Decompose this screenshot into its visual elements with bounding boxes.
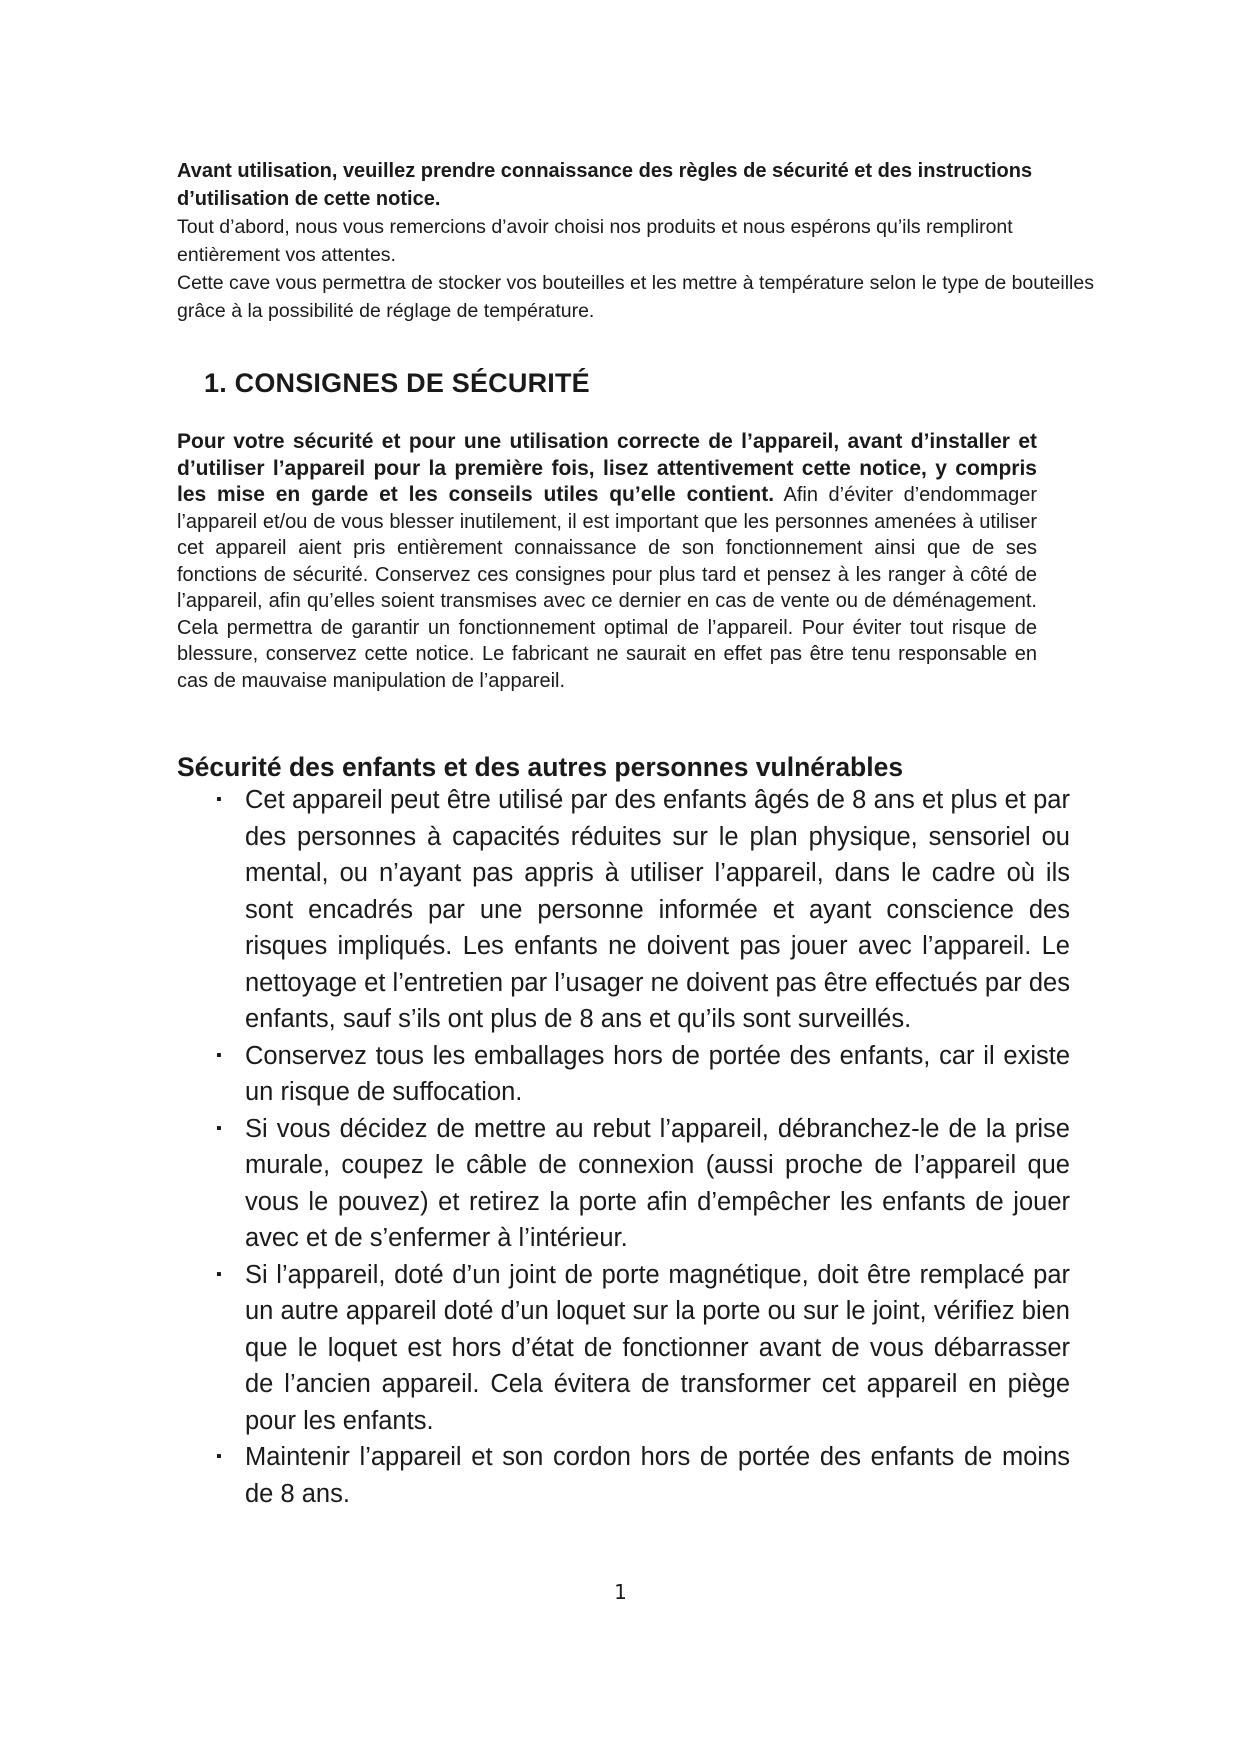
list-item-text: Conservez tous les emballages hors de portée des enfants, car il existe un risque de suffocation. — [245, 1041, 1070, 1106]
list-item — [212, 1038, 1070, 1111]
bullet-icon: ▪ — [216, 1046, 222, 1064]
section-title-consignes: 1. CONSIGNES DE SÉCURITÉ — [204, 368, 590, 398]
consignes-bold-text: Pour votre sécurité et pour une utilisation correcte de l’appareil, avant d’installer et d’utiliser l’appareil pour la première fois, lisez attentivement cette notice, y compris les mise en garde et les conseils utiles qu’elle contient. — [177, 430, 1037, 506]
bullet-icon: ▪ — [216, 1265, 222, 1283]
list-item-text: Maintenir l’appareil et son cordon hors de portée des enfants de moins de 8 ans. — [245, 1443, 1070, 1508]
list-item — [212, 782, 1070, 1038]
list-item — [212, 1257, 1070, 1440]
list-item — [212, 1439, 1070, 1512]
list-item-text: Si vous décidez de mettre au rebut l’appareil, débranchez-le de la prise murale, coupez le câble de connexion (aussi proche de l’appareil que vous le pouvez) et retirez la porte afin d’empêcher les enfants de jouer avec et de s’enfermer à l’intérieur. — [245, 1114, 1070, 1252]
consignes-body-text: Afin d’éviter d’endommager l’appareil et/ou de vous blesser inutilement, il est important que les personnes amenées à utiliser cet appareil aient pris entièrement connaissance de son fonctionnement ainsi que de ses fonctions de sécurité. Conservez ces consignes pour plus tard et pensez à les ranger à côté de l’appareil, afin qu’elles soient transmises avec ce dernier en cas de vente ou de déménagement. Cela permettra de garantir un fonctionnement optimal de l’appareil. Pour éviter tout risque de blessure, conservez cette notice. Le fabricant ne saurait en effet pas être tenu responsable en cas de mauvaise manipulation de l’appareil. — [177, 484, 1037, 692]
bullet-icon: ▪ — [216, 1119, 222, 1137]
consignes-paragraph — [177, 429, 1037, 694]
bullet-icon: ▪ — [216, 791, 222, 808]
children-safety-title: Sécurité des enfants et des autres personnes vulnérables — [177, 752, 904, 782]
list-item-text: Si l’appareil, doté d’un joint de porte magnétique, doit être remplacé par un autre appareil doté d’un loquet sur la porte ou sur le joint, vérifiez bien que le loquet est hors d’état de fonctionner avant de vous débarrasser de l’ancien appareil. Cela évitera de transformer cet appareil en piège pour les enfants. — [245, 1260, 1070, 1435]
list-item-text: Cet appareil peut être utilisé par des enfants âgés de 8 ans et plus et par des personnes à capacités réduites sur le plan physique, sensoriel ou mental, ou n’ayant pas appris à utiliser l’appareil, dans le cadre où ils sont encadrés par une personne informée et ayant conscience des risques impliqués. Les enfants ne doivent pas jouer avec l’appareil. Le nettoyage et l’entretien par l’usager ne doivent pas être effectués par des enfants, sauf s’ils ont plus de 8 ans et qu’ils sont surveillés. — [245, 786, 1070, 1033]
intro-block — [177, 157, 1107, 325]
bullet-icon: ▪ — [216, 1448, 222, 1465]
intro-thanks: Tout d’abord, nous vous remercions d’avoir choisi nos produits et nous espérons qu’ils rempliront entièrement vos attentes. — [177, 216, 1013, 266]
intro-purpose: Cette cave vous permettra de stocker vos bouteilles et les mettre à température selon le type de bouteilles grâce à la possibilité de réglage de température. — [177, 272, 1094, 322]
page-number: 1 — [614, 1580, 627, 1604]
intro-warning: Avant utilisation, veuillez prendre connaissance des règles de sécurité et des instructions d’utilisation de cette notice. — [177, 160, 1033, 210]
list-item — [212, 1111, 1070, 1257]
children-safety-list — [212, 782, 1070, 1512]
